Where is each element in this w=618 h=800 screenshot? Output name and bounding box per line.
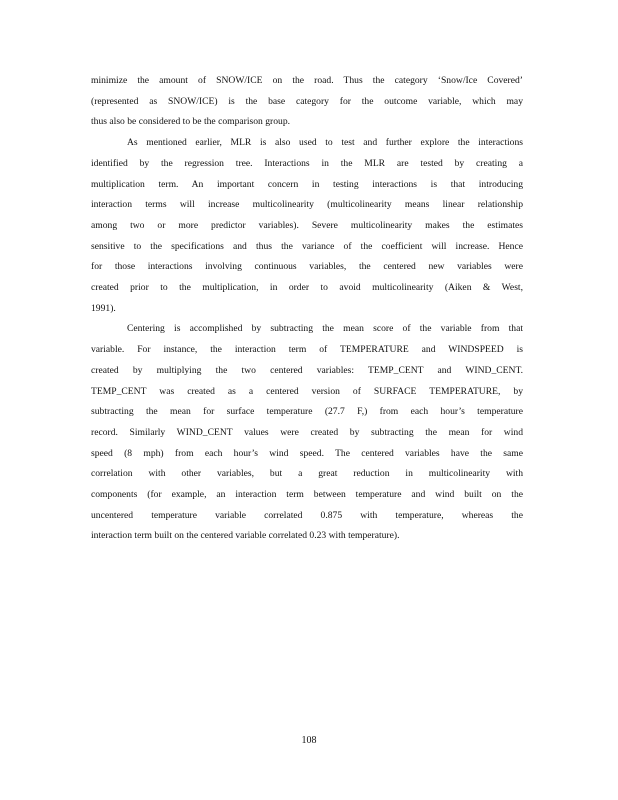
text-line: components (for example, an interaction term between temperature and wind built on the: [91, 489, 523, 501]
page-number: 108: [301, 735, 317, 746]
text-line: (represented as SNOW/ICE) is the base category for the outcome variable, which may: [91, 95, 523, 107]
text-line: speed (8 mph) from each hour’s wind speed. The centered variables have the same: [91, 447, 523, 459]
text-line: created prior to the multiplication, in order to avoid multicolinearity (Aiken & West,: [91, 282, 523, 294]
paragraph-mlr-interactions: [91, 133, 523, 319]
text-line: identified by the regression tree. Interactions in the MLR are tested by creating a: [91, 157, 523, 169]
text-line: uncentered temperature variable correlated 0.875 with temperature, whereas the: [91, 509, 523, 521]
text-line: Centering is accomplished by subtracting the mean score of the variable from that: [127, 323, 523, 335]
text-line: minimize the amount of SNOW/ICE on the road. Thus the category ‘Snow/Ice Covered’: [91, 75, 523, 86]
text-line: sensitive to the specifications and thus the variance of the coefficient will increase. Hence: [91, 240, 523, 252]
text-line: multiplication term. An important concern in testing interactions is that introducing: [91, 178, 523, 190]
paragraph-centering: [91, 319, 523, 547]
text-line: created by multiplying the two centered variables: TEMP_CENT and WIND_CENT.: [91, 364, 523, 376]
text-line: for those interactions involving continuous variables, the centered new variables were: [91, 261, 523, 273]
text-line: 1991).: [91, 302, 116, 314]
text-line: correlation with other variables, but a great reduction in multicolinearity with: [91, 468, 523, 480]
text-line: subtracting the mean for surface temperature (27.7 F,) from each hour’s temperature: [91, 406, 523, 418]
text-line: interaction term built on the centered variable correlated 0.23 with temperature).: [91, 530, 400, 542]
body-text: [91, 71, 523, 547]
text-line: record. Similarly WIND_CENT values were created by subtracting the mean for wind: [91, 426, 523, 438]
text-line: As mentioned earlier, MLR is also used to test and further explore the interactions: [127, 137, 523, 149]
text-line: variable. For instance, the interaction term of TEMPERATURE and WINDSPEED is: [91, 344, 523, 356]
text-line: thus also be considered to be the comparison group.: [91, 116, 291, 128]
text-line: among two or more predictor variables). Severe multicolinearity makes the estimates: [91, 219, 523, 231]
text-line: interaction terms will increase multicolinearity (multicolinearity means linear relationship: [91, 199, 523, 211]
paragraph-continuation: [91, 71, 523, 133]
text-line: TEMP_CENT was created as a centered version of SURFACE TEMPERATURE, by: [91, 385, 523, 397]
